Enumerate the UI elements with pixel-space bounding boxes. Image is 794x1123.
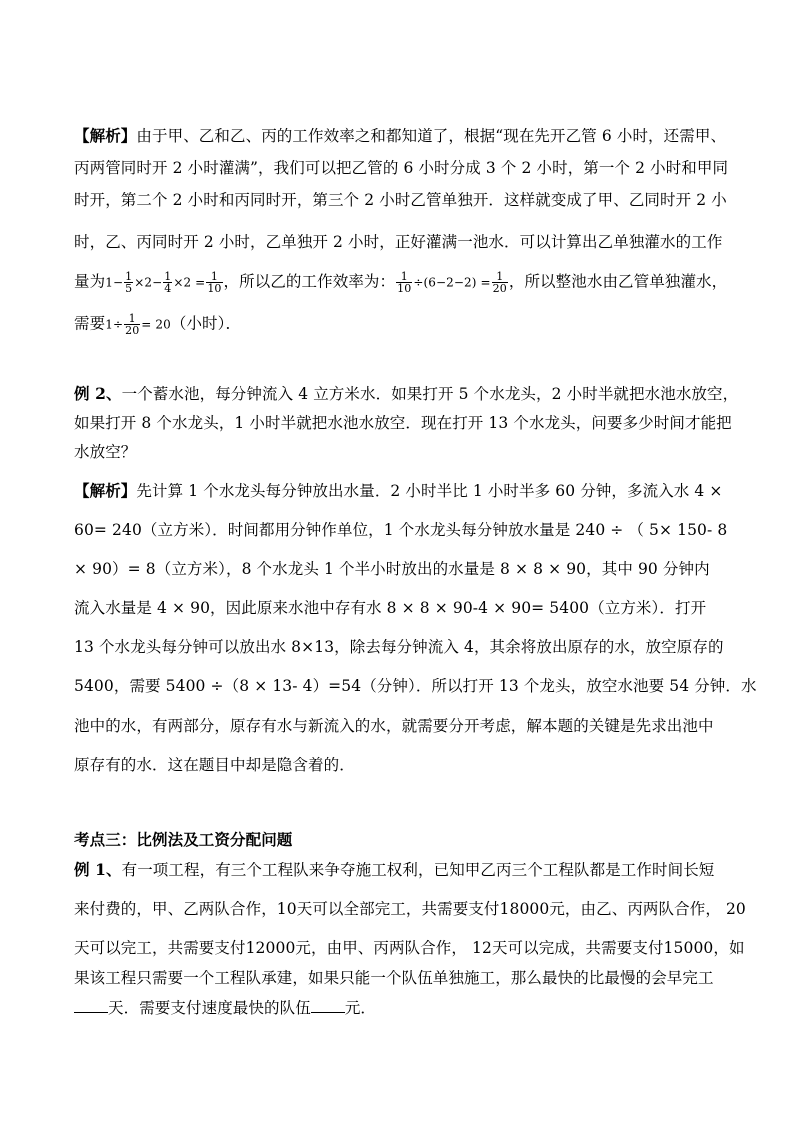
formula: ÷(6−2−2) = <box>413 275 491 290</box>
text: 需要 <box>74 314 106 333</box>
formula: ×2− <box>134 275 163 290</box>
fraction-1-10: $\frac{1}{10}$ <box>397 270 412 295</box>
analysis-line-4: 时，乙、丙同时开 2 小时，乙单独开 2 小时，正好灌满一池水．可以计算出乙单独灌水的工作 <box>74 233 723 251</box>
text: （小时）． <box>170 314 242 333</box>
analysis-line-2: 丙两管同时开 2 小时灌满”，我们可以把乙管的 6 小时分成 3 个 2 小时，第一个 2 小时和甲同 <box>74 159 729 177</box>
analysis-text: 先计算 1 个水龙头每分钟放出水量．2 小时半比 1 小时半多 60 分钟，多流入水 4 × <box>136 482 723 500</box>
answer-blank <box>74 998 108 1013</box>
example2-line-1 <box>74 384 739 404</box>
formula: = 20 <box>141 317 171 332</box>
analysis2-line-1 <box>74 481 724 501</box>
analysis2-line-8: 原存有的水．这在题目中却是隐含着的． <box>74 756 355 774</box>
analysis2-line-6: 5400，需要 5400 ÷（8 × 13- 4）=54（分钟）．所以打开 13 个龙头，放空水池要 54 分钟．水 <box>74 677 757 695</box>
text: 量为 <box>74 272 106 291</box>
analysis-line-1 <box>74 126 727 146</box>
formula: 1− <box>105 275 124 290</box>
example1-line-3: 天可以完工，共需要支付12000元，由甲、丙两队合作， 12天可以完成，共需要支付15000，如 <box>74 939 745 957</box>
analysis-line-5 <box>74 270 728 295</box>
example1-line-1 <box>74 860 724 880</box>
example-text: 一个蓄水池，每分钟流入 4 立方米水．如果打开 5 个水龙头，2 小时半就把水池水放空， <box>121 385 739 403</box>
formula: ×2 = <box>173 275 206 290</box>
analysis-line-3: 时开，第二个 2 小时和丙同时开，第三个 2 小时乙管单独开．这样就变成了甲、乙同时开 2 小 <box>74 191 727 209</box>
answer-blank <box>311 998 345 1013</box>
fraction-1-5: $\frac{1}{5}$ <box>125 270 133 295</box>
formula: 1÷ <box>105 317 124 332</box>
example2-line-2: 如果打开 8 个水龙头，1 小时半就把水池水放空．现在打开 13 个水龙头，问要多少时间才能把 <box>74 414 732 432</box>
analysis-tag: 【解析】 <box>74 481 137 500</box>
fraction-1-20: $\frac{1}{20}$ <box>492 270 507 295</box>
analysis2-line-5: 13 个水龙头每分钟可以放出水 8×13，除去每分钟流入 4，其余将放出原存的水，放空原存的 <box>74 638 724 656</box>
example-text: 有一项工程，有三个工程队来争夺施工权利，已知甲乙丙三个工程队都是工作时间长短 <box>121 861 715 879</box>
example-tag: 例 2、 <box>74 384 122 403</box>
analysis2-line-3: × 90）= 8（立方米），8 个水龙头 1 个半小时放出的水量是 8 × 8 × 90，其中 90 分钟内 <box>74 560 710 578</box>
text: 元． <box>344 999 377 1017</box>
analysis-tag: 【解析】 <box>74 126 137 145</box>
example2-line-3: 水放空？ <box>74 443 137 461</box>
fraction-1-20: $\frac{1}{20}$ <box>125 312 140 337</box>
analysis2-line-2: 60= 240（立方米）．时间都用分钟作单位，1 个水龙头每分钟放水量是 240 ÷ （ 5× 150- 8 <box>74 521 728 539</box>
analysis-line-6 <box>74 313 724 336</box>
example1-line-2: 来付费的，甲、乙两队合作，10天可以全部完工，共需要支付18000元，由乙、丙两队合作， 20 <box>74 900 746 918</box>
example1-line-4: 果该工程只需要一个工程队承建，如果只能一个队伍单独施工，那么最快的比最慢的会早完工 <box>74 969 714 987</box>
analysis-text: 由于甲、乙和乙、丙的工作效率之和都知道了，根据“现在先开乙管 6 小时，还需甲、 <box>136 127 727 145</box>
fraction-1-4: $\frac{1}{4}$ <box>164 270 172 295</box>
analysis2-line-4: 流入水量是 4 × 90，因此原来水池中存有水 8 × 8 × 90-4 × 90= 5400（立方米）．打开 <box>74 599 707 617</box>
text: ，所以整池水由乙管单独灌水， <box>508 272 728 291</box>
section-heading: 考点三：比例法及工资分配问题 <box>74 830 293 849</box>
example-tag: 例 1、 <box>74 860 122 879</box>
text: ，所以乙的工作效率为： <box>223 272 396 291</box>
text: 天．需要支付速度最快的队伍 <box>108 999 311 1017</box>
fraction-1-10: $\frac{1}{10}$ <box>207 270 222 295</box>
analysis2-line-7: 池中的水，有两部分，原存有水与新流入的水，就需要分开考虑，解本题的关键是先求出池中 <box>74 717 714 735</box>
example1-line-5 <box>74 998 724 1018</box>
